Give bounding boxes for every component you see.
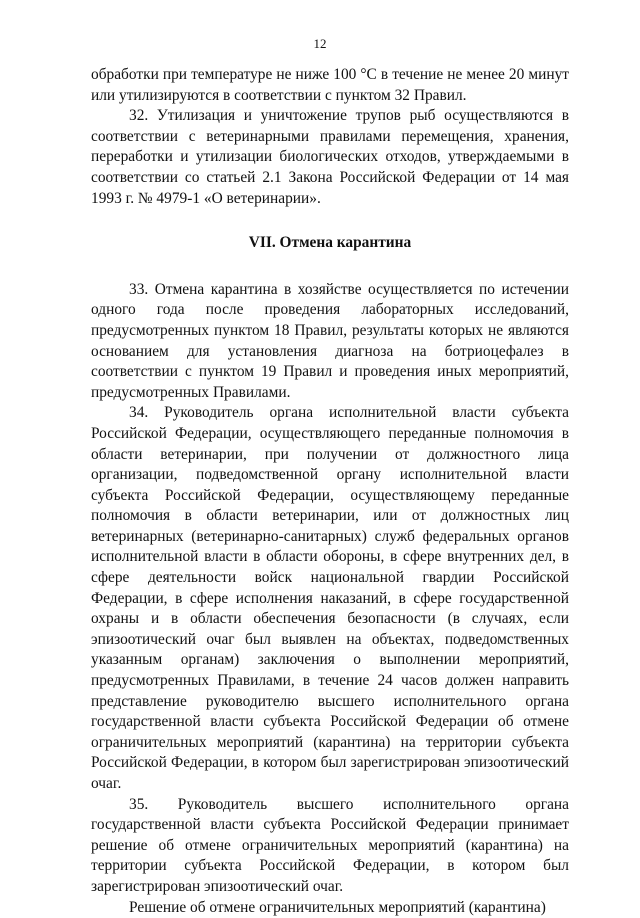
paragraph-34: 34. Руководитель органа исполнительной власти субъекта Российской Федерации, осуществляющего переданные полномочия в области ветеринарии, при получении от должностного лица организации, подведомственной органу исполнительной власти субъекта Российской Федерации, осуществляющему переданные полномочия в области ветеринарии, или от должностных лиц ветеринарных (ветеринарно-санитарных) служб федеральных органов исполнительной власти в области обороны, в сфере внутренних дел, в сфере деятельности войск национальной гвардии Российской Федерации, в сфере исполнения наказаний, в сфере государственной охраны и в области обеспечения безопасности (в случаях, если эпизоотический очаг был выявлен на объектах, подведомственных указанным органам) заключения о выполнении мероприятий, предусмотренных Правилами, в течение 24 часов должен направить представление руководителю высшего исполнительного органа государственной власти субъекта Российской Федерации об отмене ограничительных мероприятий (карантина) на территории субъекта Российской Федерации, в котором был зарегистрирован эпизоотический очаг. [91, 404, 569, 792]
paragraph-32: 32. Утилизация и уничтожение трупов рыб осуществляются в соответствии с ветеринарными правилами перемещения, хранения, переработки и утилизации биологических отходов, утверждаемыми в соответствии со статьей 2.1 Закона Российской Федерации от 14 мая 1993 г. № 4979-1 «О ветеринарии». [91, 107, 569, 207]
section-heading: VII. Отмена карантина [248, 234, 412, 252]
paragraph-35: 35. Руководитель высшего исполнительного органа государственной власти субъекта Российской Федерации принимает решение об отмене ограничительных мероприятий (карантина) на территории субъекта Российской Федерации, в котором был зарегистрирован эпизоотический очаг. [91, 795, 569, 895]
paragraph-33: 33. Отмена карантина в хозяйстве осуществляется по истечении одного года после проведения лабораторных исследований, предусмотренных пунктом 18 Правил, результаты которых не являются основанием для установления диагноза на ботриоцефалез в соответствии с пунктом 19 Правил и проведения иных мероприятий, предусмотренных Правилами. [91, 280, 569, 401]
paragraph-decision: Решение об отмене ограничительных мероприятий (карантина) [129, 898, 546, 916]
document-body [91, 65, 569, 918]
paragraph-continuation: обработки при температуре не ниже 100 °С в течение не менее 20 минут или утилизируются в соответствии с пунктом 32 Правил. [91, 66, 569, 104]
page-number: 12 [313, 36, 327, 51]
